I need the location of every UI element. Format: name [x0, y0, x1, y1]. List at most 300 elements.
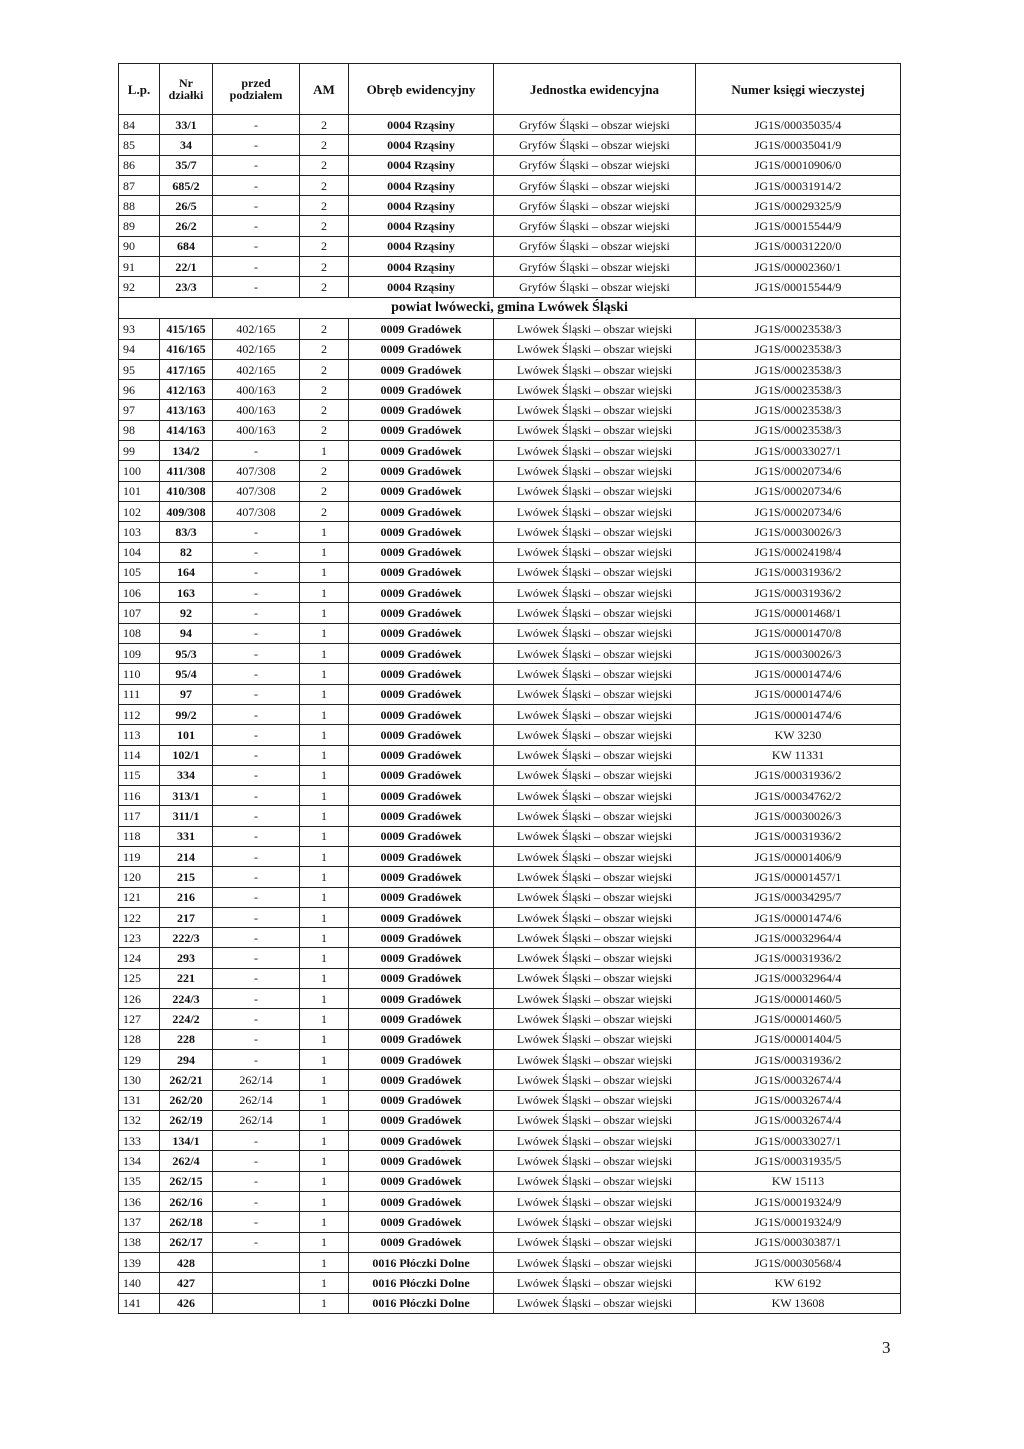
- lp-cell: 113: [119, 725, 160, 745]
- lp-cell: 103: [119, 522, 160, 542]
- nr-dzialki-cell: 217: [160, 907, 213, 927]
- nr-dzialki-cell: 411/308: [160, 461, 213, 481]
- kw-cell: JG1S/00001406/9: [696, 846, 901, 866]
- obreb-cell: 0009 Gradówek: [349, 400, 494, 420]
- am-cell: 2: [300, 196, 349, 216]
- przed-podzialem-cell: -: [213, 603, 300, 623]
- obreb-cell: 0009 Gradówek: [349, 1232, 494, 1252]
- przed-podzialem-cell: -: [213, 562, 300, 582]
- kw-cell: JG1S/00010906/0: [696, 155, 901, 175]
- lp-cell: 141: [119, 1293, 160, 1313]
- lp-cell: 101: [119, 481, 160, 501]
- jednostka-cell: Lwówek Śląski – obszar wiejski: [494, 907, 696, 927]
- kw-cell: JG1S/00001457/1: [696, 867, 901, 887]
- nr-dzialki-cell: 409/308: [160, 501, 213, 521]
- am-cell: 1: [300, 441, 349, 461]
- przed-podzialem-cell: -: [213, 745, 300, 765]
- jednostka-cell: Lwówek Śląski – obszar wiejski: [494, 1029, 696, 1049]
- kw-cell: JG1S/00001460/5: [696, 989, 901, 1009]
- lp-cell: 117: [119, 806, 160, 826]
- table-row: [119, 542, 901, 562]
- lp-cell: 123: [119, 928, 160, 948]
- table-row: [119, 745, 901, 765]
- kw-cell: JG1S/00031220/0: [696, 236, 901, 256]
- header-nr-dzialki: [160, 64, 213, 115]
- nr-dzialki-cell: 216: [160, 887, 213, 907]
- table-row: [119, 196, 901, 216]
- am-cell: 1: [300, 1252, 349, 1272]
- obreb-cell: 0004 Rząsiny: [349, 236, 494, 256]
- obreb-cell: 0009 Gradówek: [349, 1070, 494, 1090]
- kw-cell: JG1S/00030026/3: [696, 806, 901, 826]
- jednostka-cell: Lwówek Śląski – obszar wiejski: [494, 887, 696, 907]
- przed-podzialem-cell: -: [213, 948, 300, 968]
- przed-podzialem-cell: -: [213, 846, 300, 866]
- przed-podzialem-cell: -: [213, 826, 300, 846]
- lp-cell: 125: [119, 968, 160, 988]
- table-row: [119, 806, 901, 826]
- kw-cell: JG1S/00031936/2: [696, 562, 901, 582]
- przed-podzialem-cell: -: [213, 1131, 300, 1151]
- przed-podzialem-cell: -: [213, 583, 300, 603]
- obreb-cell: 0009 Gradówek: [349, 806, 494, 826]
- table-row: [119, 1293, 901, 1313]
- header-am: AM: [300, 64, 349, 115]
- table-row: [119, 155, 901, 175]
- am-cell: 1: [300, 867, 349, 887]
- kw-cell: JG1S/00032964/4: [696, 928, 901, 948]
- lp-cell: 133: [119, 1131, 160, 1151]
- lp-cell: 92: [119, 277, 160, 297]
- przed-podzialem-cell: -: [213, 196, 300, 216]
- przed-podzialem-cell: 402/165: [213, 359, 300, 379]
- nr-dzialki-cell: 83/3: [160, 522, 213, 542]
- jednostka-cell: Lwówek Śląski – obszar wiejski: [494, 359, 696, 379]
- kw-cell: JG1S/00031914/2: [696, 175, 901, 195]
- am-cell: 1: [300, 1212, 349, 1232]
- table-row: [119, 135, 901, 155]
- przed-podzialem-cell: 402/165: [213, 339, 300, 359]
- kw-cell: JG1S/00031936/2: [696, 765, 901, 785]
- am-cell: 1: [300, 644, 349, 664]
- przed-podzialem-cell: -: [213, 887, 300, 907]
- przed-podzialem-cell: -: [213, 989, 300, 1009]
- jednostka-cell: Lwówek Śląski – obszar wiejski: [494, 1171, 696, 1191]
- kw-cell: JG1S/00001474/6: [696, 684, 901, 704]
- przed-podzialem-cell: -: [213, 542, 300, 562]
- table-section: [119, 297, 901, 319]
- obreb-cell: 0004 Rząsiny: [349, 196, 494, 216]
- przed-podzialem-cell: -: [213, 1171, 300, 1191]
- nr-dzialki-cell: 101: [160, 725, 213, 745]
- nr-dzialki-cell: 134/1: [160, 1131, 213, 1151]
- jednostka-cell: Lwówek Śląski – obszar wiejski: [494, 461, 696, 481]
- kw-cell: JG1S/00030026/3: [696, 644, 901, 664]
- lp-cell: 120: [119, 867, 160, 887]
- kw-cell: JG1S/00019324/9: [696, 1192, 901, 1212]
- przed-podzialem-cell: [213, 1252, 300, 1272]
- nr-dzialki-cell: 294: [160, 1049, 213, 1069]
- przed-podzialem-cell: -: [213, 1212, 300, 1232]
- kw-cell: KW 6192: [696, 1273, 901, 1293]
- lp-cell: 88: [119, 196, 160, 216]
- nr-dzialki-cell: 293: [160, 948, 213, 968]
- przed-podzialem-cell: -: [213, 623, 300, 643]
- lp-cell: 105: [119, 562, 160, 582]
- am-cell: 1: [300, 1171, 349, 1191]
- jednostka-cell: Lwówek Śląski – obszar wiejski: [494, 603, 696, 623]
- table-row: [119, 216, 901, 236]
- przed-podzialem-cell: -: [213, 216, 300, 236]
- jednostka-cell: Gryfów Śląski – obszar wiejski: [494, 257, 696, 277]
- am-cell: 2: [300, 135, 349, 155]
- table-row: [119, 481, 901, 501]
- table-row: [119, 441, 901, 461]
- table-row: [119, 1232, 901, 1252]
- table-row: [119, 359, 901, 379]
- przed-podzialem-cell: -: [213, 155, 300, 175]
- am-cell: 1: [300, 826, 349, 846]
- page-number: 3: [882, 1338, 891, 1357]
- jednostka-cell: Lwówek Śląski – obszar wiejski: [494, 1273, 696, 1293]
- am-cell: 1: [300, 989, 349, 1009]
- przed-podzialem-cell: -: [213, 968, 300, 988]
- nr-dzialki-cell: 94: [160, 623, 213, 643]
- am-cell: 2: [300, 481, 349, 501]
- przed-podzialem-cell: -: [213, 522, 300, 542]
- am-cell: 1: [300, 1273, 349, 1293]
- przed-podzialem-cell: 407/308: [213, 481, 300, 501]
- am-cell: 2: [300, 461, 349, 481]
- przed-podzialem-cell: -: [213, 135, 300, 155]
- table-row: [119, 603, 901, 623]
- przed-podzialem-cell: -: [213, 277, 300, 297]
- table-row: [119, 1212, 901, 1232]
- am-cell: 1: [300, 806, 349, 826]
- table-row: [119, 1252, 901, 1272]
- obreb-cell: 0009 Gradówek: [349, 1009, 494, 1029]
- obreb-cell: 0009 Gradówek: [349, 1110, 494, 1130]
- lp-cell: 84: [119, 115, 160, 135]
- obreb-cell: 0009 Gradówek: [349, 1212, 494, 1232]
- kw-cell: JG1S/00032674/4: [696, 1090, 901, 1110]
- nr-dzialki-cell: 224/3: [160, 989, 213, 1009]
- header-przed-line1: przed: [241, 76, 271, 90]
- obreb-cell: 0009 Gradówek: [349, 562, 494, 582]
- table-row: [119, 319, 901, 339]
- obreb-cell: 0004 Rząsiny: [349, 257, 494, 277]
- kw-cell: JG1S/00030026/3: [696, 522, 901, 542]
- table-row: [119, 1090, 901, 1110]
- jednostka-cell: Lwówek Śląski – obszar wiejski: [494, 704, 696, 724]
- obreb-cell: 0009 Gradówek: [349, 603, 494, 623]
- lp-cell: 134: [119, 1151, 160, 1171]
- table-row: [119, 664, 901, 684]
- table-body-bottom: [119, 319, 901, 1314]
- lp-cell: 126: [119, 989, 160, 1009]
- lp-cell: 85: [119, 135, 160, 155]
- lp-cell: 119: [119, 846, 160, 866]
- lp-cell: 104: [119, 542, 160, 562]
- obreb-cell: 0009 Gradówek: [349, 1131, 494, 1151]
- kw-cell: JG1S/00023538/3: [696, 400, 901, 420]
- obreb-cell: 0009 Gradówek: [349, 765, 494, 785]
- obreb-cell: 0009 Gradówek: [349, 786, 494, 806]
- am-cell: 1: [300, 623, 349, 643]
- lp-cell: 131: [119, 1090, 160, 1110]
- kw-cell: JG1S/00020734/6: [696, 481, 901, 501]
- obreb-cell: 0009 Gradówek: [349, 989, 494, 1009]
- am-cell: 1: [300, 786, 349, 806]
- przed-podzialem-cell: -: [213, 257, 300, 277]
- nr-dzialki-cell: 417/165: [160, 359, 213, 379]
- am-cell: 1: [300, 1049, 349, 1069]
- lp-cell: 86: [119, 155, 160, 175]
- nr-dzialki-cell: 331: [160, 826, 213, 846]
- nr-dzialki-cell: 428: [160, 1252, 213, 1272]
- table-row: [119, 765, 901, 785]
- jednostka-cell: Gryfów Śląski – obszar wiejski: [494, 155, 696, 175]
- kw-cell: JG1S/00001474/6: [696, 664, 901, 684]
- am-cell: 1: [300, 1090, 349, 1110]
- jednostka-cell: Lwówek Śląski – obszar wiejski: [494, 542, 696, 562]
- table-row: [119, 704, 901, 724]
- header-przed-line2: podziałem: [229, 88, 283, 102]
- am-cell: 1: [300, 1070, 349, 1090]
- jednostka-cell: Gryfów Śląski – obszar wiejski: [494, 236, 696, 256]
- am-cell: 2: [300, 359, 349, 379]
- kw-cell: JG1S/00035035/4: [696, 115, 901, 135]
- header-lp: L.p.: [119, 64, 160, 115]
- obreb-cell: 0009 Gradówek: [349, 380, 494, 400]
- jednostka-cell: Lwówek Śląski – obszar wiejski: [494, 765, 696, 785]
- obreb-cell: 0009 Gradówek: [349, 1029, 494, 1049]
- przed-podzialem-cell: 400/163: [213, 380, 300, 400]
- lp-cell: 96: [119, 380, 160, 400]
- lp-cell: 135: [119, 1171, 160, 1191]
- obreb-cell: 0009 Gradówek: [349, 339, 494, 359]
- kw-cell: JG1S/00001470/8: [696, 623, 901, 643]
- obreb-cell: 0009 Gradówek: [349, 583, 494, 603]
- am-cell: 1: [300, 704, 349, 724]
- am-cell: 1: [300, 1151, 349, 1171]
- table-row: [119, 1151, 901, 1171]
- nr-dzialki-cell: 311/1: [160, 806, 213, 826]
- nr-dzialki-cell: 214: [160, 846, 213, 866]
- kw-cell: JG1S/00020734/6: [696, 461, 901, 481]
- jednostka-cell: Lwówek Śląski – obszar wiejski: [494, 745, 696, 765]
- obreb-cell: 0004 Rząsiny: [349, 216, 494, 236]
- przed-podzialem-cell: -: [213, 786, 300, 806]
- obreb-cell: 0004 Rząsiny: [349, 175, 494, 195]
- am-cell: 2: [300, 155, 349, 175]
- nr-dzialki-cell: 262/21: [160, 1070, 213, 1090]
- kw-cell: JG1S/00034762/2: [696, 786, 901, 806]
- przed-podzialem-cell: -: [213, 1029, 300, 1049]
- przed-podzialem-cell: -: [213, 664, 300, 684]
- jednostka-cell: Lwówek Śląski – obszar wiejski: [494, 1110, 696, 1130]
- kw-cell: JG1S/00001474/6: [696, 704, 901, 724]
- table-row: [119, 339, 901, 359]
- kw-cell: JG1S/00031936/2: [696, 1049, 901, 1069]
- jednostka-cell: Lwówek Śląski – obszar wiejski: [494, 1070, 696, 1090]
- jednostka-cell: Gryfów Śląski – obszar wiejski: [494, 135, 696, 155]
- lp-cell: 106: [119, 583, 160, 603]
- lp-cell: 138: [119, 1232, 160, 1252]
- jednostka-cell: Gryfów Śląski – obszar wiejski: [494, 277, 696, 297]
- am-cell: 1: [300, 1293, 349, 1313]
- obreb-cell: 0009 Gradówek: [349, 420, 494, 440]
- am-cell: 1: [300, 684, 349, 704]
- jednostka-cell: Lwówek Śląski – obszar wiejski: [494, 481, 696, 501]
- nr-dzialki-cell: 412/163: [160, 380, 213, 400]
- kw-cell: JG1S/00034295/7: [696, 887, 901, 907]
- nr-dzialki-cell: 684: [160, 236, 213, 256]
- przed-podzialem-cell: 407/308: [213, 461, 300, 481]
- lp-cell: 95: [119, 359, 160, 379]
- section-label: powiat lwówecki, gmina Lwówek Śląski: [119, 297, 901, 319]
- kw-cell: JG1S/00024198/4: [696, 542, 901, 562]
- lp-cell: 124: [119, 948, 160, 968]
- header-nr-line2: działki: [168, 88, 204, 102]
- przed-podzialem-cell: 262/14: [213, 1070, 300, 1090]
- am-cell: 1: [300, 765, 349, 785]
- table-row: [119, 1131, 901, 1151]
- nr-dzialki-cell: 313/1: [160, 786, 213, 806]
- am-cell: 2: [300, 501, 349, 521]
- przed-podzialem-cell: -: [213, 236, 300, 256]
- kw-cell: JG1S/00001404/5: [696, 1029, 901, 1049]
- kw-cell: JG1S/00032964/4: [696, 968, 901, 988]
- table-row: [119, 887, 901, 907]
- nr-dzialki-cell: 102/1: [160, 745, 213, 765]
- obreb-cell: 0016 Płóczki Dolne: [349, 1273, 494, 1293]
- table-row: [119, 461, 901, 481]
- table-row: [119, 684, 901, 704]
- table-row: [119, 644, 901, 664]
- am-cell: 1: [300, 1131, 349, 1151]
- przed-podzialem-cell: -: [213, 1232, 300, 1252]
- jednostka-cell: Lwówek Śląski – obszar wiejski: [494, 319, 696, 339]
- jednostka-cell: Lwówek Śląski – obszar wiejski: [494, 1252, 696, 1272]
- jednostka-cell: Lwówek Śląski – obszar wiejski: [494, 1131, 696, 1151]
- am-cell: 1: [300, 968, 349, 988]
- am-cell: 2: [300, 400, 349, 420]
- nr-dzialki-cell: 134/2: [160, 441, 213, 461]
- przed-podzialem-cell: -: [213, 928, 300, 948]
- table-row: [119, 989, 901, 1009]
- obreb-cell: 0009 Gradówek: [349, 1151, 494, 1171]
- przed-podzialem-cell: 400/163: [213, 420, 300, 440]
- przed-podzialem-cell: -: [213, 806, 300, 826]
- jednostka-cell: Lwówek Śląski – obszar wiejski: [494, 684, 696, 704]
- nr-dzialki-cell: 95/4: [160, 664, 213, 684]
- jednostka-cell: Lwówek Śląski – obszar wiejski: [494, 420, 696, 440]
- przed-podzialem-cell: -: [213, 175, 300, 195]
- am-cell: 1: [300, 522, 349, 542]
- obreb-cell: 0004 Rząsiny: [349, 277, 494, 297]
- jednostka-cell: Lwówek Śląski – obszar wiejski: [494, 562, 696, 582]
- przed-podzialem-cell: -: [213, 907, 300, 927]
- table-row: [119, 420, 901, 440]
- jednostka-cell: Lwówek Śląski – obszar wiejski: [494, 380, 696, 400]
- nr-dzialki-cell: 23/3: [160, 277, 213, 297]
- nr-dzialki-cell: 415/165: [160, 319, 213, 339]
- obreb-cell: 0009 Gradówek: [349, 522, 494, 542]
- nr-dzialki-cell: 416/165: [160, 339, 213, 359]
- kw-cell: KW 11331: [696, 745, 901, 765]
- nr-dzialki-cell: 222/3: [160, 928, 213, 948]
- kw-cell: JG1S/00019324/9: [696, 1212, 901, 1232]
- nr-dzialki-cell: 22/1: [160, 257, 213, 277]
- obreb-cell: 0009 Gradówek: [349, 928, 494, 948]
- kw-cell: JG1S/00031936/2: [696, 583, 901, 603]
- kw-cell: JG1S/00030387/1: [696, 1232, 901, 1252]
- table-row: [119, 846, 901, 866]
- am-cell: 1: [300, 846, 349, 866]
- am-cell: 2: [300, 115, 349, 135]
- przed-podzialem-cell: 402/165: [213, 319, 300, 339]
- lp-cell: 132: [119, 1110, 160, 1130]
- nr-dzialki-cell: 221: [160, 968, 213, 988]
- kw-cell: JG1S/00032674/4: [696, 1110, 901, 1130]
- jednostka-cell: Lwówek Śląski – obszar wiejski: [494, 846, 696, 866]
- kw-cell: JG1S/00031936/2: [696, 826, 901, 846]
- jednostka-cell: Lwówek Śląski – obszar wiejski: [494, 725, 696, 745]
- table-row: [119, 1009, 901, 1029]
- obreb-cell: 0009 Gradówek: [349, 725, 494, 745]
- jednostka-cell: Lwówek Śląski – obszar wiejski: [494, 441, 696, 461]
- nr-dzialki-cell: 262/16: [160, 1192, 213, 1212]
- am-cell: 1: [300, 907, 349, 927]
- obreb-cell: 0009 Gradówek: [349, 1090, 494, 1110]
- table-row: [119, 867, 901, 887]
- obreb-cell: 0004 Rząsiny: [349, 135, 494, 155]
- przed-podzialem-cell: -: [213, 115, 300, 135]
- table-row: [119, 400, 901, 420]
- table-row: [119, 175, 901, 195]
- przed-podzialem-cell: -: [213, 441, 300, 461]
- am-cell: 1: [300, 562, 349, 582]
- jednostka-cell: Lwówek Śląski – obszar wiejski: [494, 644, 696, 664]
- nr-dzialki-cell: 99/2: [160, 704, 213, 724]
- obreb-cell: 0009 Gradówek: [349, 359, 494, 379]
- obreb-cell: 0009 Gradówek: [349, 664, 494, 684]
- table-row: [119, 786, 901, 806]
- obreb-cell: 0009 Gradówek: [349, 968, 494, 988]
- table-row: [119, 623, 901, 643]
- am-cell: 1: [300, 1029, 349, 1049]
- przed-podzialem-cell: 262/14: [213, 1110, 300, 1130]
- przed-podzialem-cell: [213, 1293, 300, 1313]
- kw-cell: JG1S/00031936/2: [696, 948, 901, 968]
- am-cell: 2: [300, 420, 349, 440]
- jednostka-cell: Lwówek Śląski – obszar wiejski: [494, 1090, 696, 1110]
- lp-cell: 129: [119, 1049, 160, 1069]
- table-row: [119, 1192, 901, 1212]
- lp-cell: 128: [119, 1029, 160, 1049]
- lp-cell: 90: [119, 236, 160, 256]
- am-cell: 1: [300, 948, 349, 968]
- kw-cell: JG1S/00020734/6: [696, 501, 901, 521]
- nr-dzialki-cell: 34: [160, 135, 213, 155]
- obreb-cell: 0009 Gradówek: [349, 1171, 494, 1191]
- obreb-cell: 0009 Gradówek: [349, 1049, 494, 1069]
- lp-cell: 93: [119, 319, 160, 339]
- nr-dzialki-cell: 414/163: [160, 420, 213, 440]
- kw-cell: JG1S/00015544/9: [696, 216, 901, 236]
- lp-cell: 99: [119, 441, 160, 461]
